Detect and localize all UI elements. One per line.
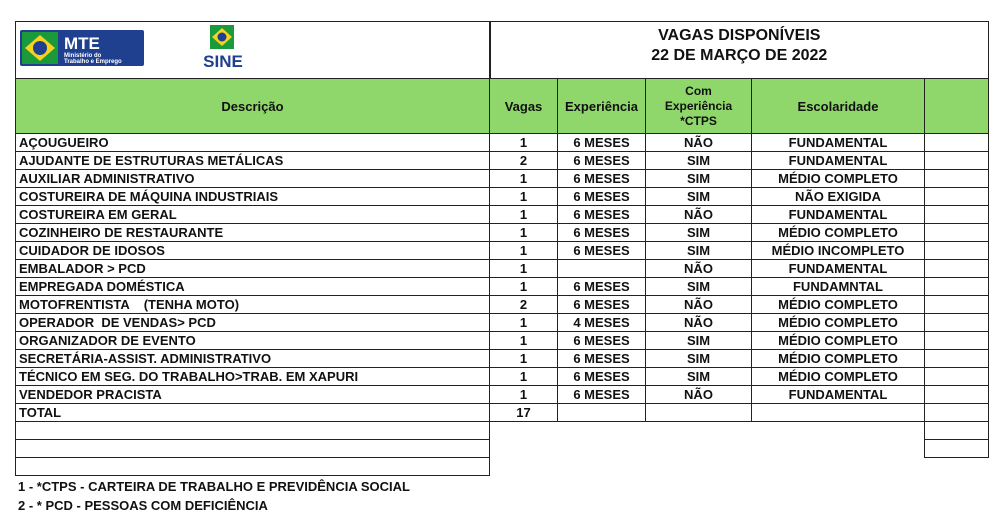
cell-empty — [925, 260, 989, 278]
table-row — [16, 152, 989, 170]
sine-logo — [196, 25, 250, 71]
col-com-exp-line-2: Experiência — [664, 98, 733, 113]
blank-gap — [646, 440, 752, 458]
cell-empty — [925, 206, 989, 224]
cell-com-experiencia: NÃO — [646, 260, 752, 278]
footnote: 1 - *CTPS - CARTEIRA DE TRABALHO E PREVIDÊNCIA SOCIAL — [18, 479, 410, 494]
cell-vagas: 1 — [490, 368, 558, 386]
cell-descricao: ORGANIZADOR DE EVENTO — [16, 332, 490, 350]
footnotes — [18, 477, 410, 515]
cell-descricao: COSTUREIRA DE MÁQUINA INDUSTRIAIS — [16, 188, 490, 206]
blank-gap — [752, 422, 925, 440]
cell-empty — [925, 242, 989, 260]
cell-experiencia: 6 MESES — [558, 296, 646, 314]
col-com-experiencia — [646, 79, 752, 134]
cell-escolaridade: NÃO EXIGIDA — [752, 188, 925, 206]
cell-experiencia: 6 MESES — [558, 224, 646, 242]
cell-experiencia: 6 MESES — [558, 242, 646, 260]
table-row — [16, 134, 989, 152]
cell-descricao: COZINHEIRO DE RESTAURANTE — [16, 224, 490, 242]
cell-com-experiencia: SIM — [646, 152, 752, 170]
cell-com-experiencia: SIM — [646, 242, 752, 260]
total-empty-cell — [558, 404, 646, 422]
cell-vagas: 2 — [490, 296, 558, 314]
sine-text: SINE — [203, 52, 243, 71]
cell-com-experiencia: SIM — [646, 188, 752, 206]
cell-descricao: EMBALADOR > PCD — [16, 260, 490, 278]
cell-escolaridade: MÉDIO COMPLETO — [752, 170, 925, 188]
cell-vagas: 1 — [490, 188, 558, 206]
blank-gap — [558, 440, 646, 458]
cell-empty — [925, 386, 989, 404]
mte-subtitle-2: Trabalho e Emprego — [64, 59, 122, 65]
cell-vagas: 1 — [490, 242, 558, 260]
cell-empty — [925, 332, 989, 350]
cell-escolaridade: FUNDAMENTAL — [752, 152, 925, 170]
cell-descricao: VENDEDOR PRACISTA — [16, 386, 490, 404]
cell-descricao: CUIDADOR DE IDOSOS — [16, 242, 490, 260]
cell-escolaridade: MÉDIO INCOMPLETO — [752, 242, 925, 260]
total-empty-cell — [646, 404, 752, 422]
cell-empty — [925, 350, 989, 368]
table-row — [16, 224, 989, 242]
cell-escolaridade: FUNDAMENTAL — [752, 260, 925, 278]
title-row — [16, 22, 989, 79]
cell-com-experiencia: NÃO — [646, 134, 752, 152]
cell-empty — [925, 278, 989, 296]
col-escolaridade: Escolaridade — [752, 79, 925, 134]
blank-gap — [558, 422, 646, 440]
blank-cell — [16, 422, 490, 440]
total-label: TOTAL — [16, 404, 490, 422]
cell-descricao: TÉCNICO EM SEG. DO TRABALHO>TRAB. EM XAPURI — [16, 368, 490, 386]
cell-experiencia: 6 MESES — [558, 170, 646, 188]
cell-descricao: COSTUREIRA EM GERAL — [16, 206, 490, 224]
table-row — [16, 170, 989, 188]
table-row — [16, 332, 989, 350]
blank-cell — [16, 458, 490, 476]
title-cell — [490, 22, 989, 79]
table-row — [16, 386, 989, 404]
table-row — [16, 242, 989, 260]
table-row — [16, 278, 989, 296]
mte-subtitle-1: Ministério do — [64, 53, 102, 59]
blank-cell — [16, 440, 490, 458]
blank-gap — [490, 440, 558, 458]
col-empty — [925, 79, 989, 134]
cell-descricao: EMPREGADA DOMÉSTICA — [16, 278, 490, 296]
cell-experiencia: 6 MESES — [558, 386, 646, 404]
column-header-row — [16, 79, 989, 134]
blank-gap — [752, 440, 925, 458]
table-row — [16, 314, 989, 332]
cell-escolaridade: FUNDAMNTAL — [752, 278, 925, 296]
cell-experiencia — [558, 260, 646, 278]
cell-com-experiencia: SIM — [646, 278, 752, 296]
cell-empty — [925, 224, 989, 242]
cell-vagas: 1 — [490, 350, 558, 368]
cell-descricao: SECRETÁRIA-ASSIST. ADMINISTRATIVO — [16, 350, 490, 368]
cell-descricao: AÇOUGUEIRO — [16, 134, 490, 152]
cell-experiencia: 6 MESES — [558, 350, 646, 368]
cell-empty — [925, 296, 989, 314]
col-vagas: Vagas — [490, 79, 558, 134]
cell-escolaridade: MÉDIO COMPLETO — [752, 332, 925, 350]
cell-com-experiencia: SIM — [646, 170, 752, 188]
blank-row — [16, 422, 989, 440]
cell-escolaridade: FUNDAMENTAL — [752, 134, 925, 152]
blank-row — [16, 458, 989, 476]
col-com-exp-line-1: Com — [685, 83, 712, 98]
cell-experiencia: 6 MESES — [558, 188, 646, 206]
blank-gap — [925, 458, 989, 476]
cell-descricao: AUXILIAR ADMINISTRATIVO — [16, 170, 490, 188]
cell-experiencia: 6 MESES — [558, 206, 646, 224]
page-date: 22 DE MARÇO DE 2022 — [651, 47, 828, 64]
cell-escolaridade: MÉDIO COMPLETO — [752, 368, 925, 386]
cell-vagas: 1 — [490, 314, 558, 332]
table-row — [16, 260, 989, 278]
vacancy-table — [15, 21, 989, 476]
logo-area — [16, 22, 490, 79]
cell-vagas: 1 — [490, 260, 558, 278]
total-empty-cell — [925, 404, 989, 422]
blank-gap — [490, 458, 558, 476]
cell-descricao: OPERADOR DE VENDAS> PCD — [16, 314, 490, 332]
total-value: 17 — [490, 404, 558, 422]
blank-gap — [646, 458, 752, 476]
blank-cell — [925, 422, 989, 440]
page-title: VAGAS DISPONÍVEIS — [658, 27, 821, 44]
blank-row — [16, 440, 989, 458]
cell-empty — [925, 188, 989, 206]
col-descricao: Descrição — [16, 79, 490, 134]
total-empty-cell — [752, 404, 925, 422]
cell-descricao: AJUDANTE DE ESTRUTURAS METÁLICAS — [16, 152, 490, 170]
cell-com-experiencia: SIM — [646, 350, 752, 368]
cell-vagas: 2 — [490, 152, 558, 170]
cell-escolaridade: MÉDIO COMPLETO — [752, 314, 925, 332]
cell-com-experiencia: NÃO — [646, 314, 752, 332]
table-row — [16, 296, 989, 314]
cell-escolaridade: MÉDIO COMPLETO — [752, 224, 925, 242]
cell-escolaridade: MÉDIO COMPLETO — [752, 350, 925, 368]
table-row — [16, 206, 989, 224]
cell-escolaridade: MÉDIO COMPLETO — [752, 296, 925, 314]
cell-vagas: 1 — [490, 206, 558, 224]
cell-empty — [925, 314, 989, 332]
footnote: 2 - * PCD - PESSOAS COM DEFICIÊNCIA — [18, 498, 268, 513]
mte-logo — [20, 30, 144, 66]
col-experiencia: Experiência — [558, 79, 646, 134]
blank-gap — [752, 458, 925, 476]
cell-com-experiencia: SIM — [646, 332, 752, 350]
blank-cell — [925, 440, 989, 458]
cell-vagas: 1 — [490, 134, 558, 152]
cell-com-experiencia: SIM — [646, 224, 752, 242]
cell-com-experiencia: NÃO — [646, 206, 752, 224]
cell-experiencia: 6 MESES — [558, 278, 646, 296]
cell-vagas: 1 — [490, 170, 558, 188]
cell-empty — [925, 368, 989, 386]
cell-vagas: 1 — [490, 278, 558, 296]
vacancy-sheet — [15, 21, 988, 476]
blank-gap — [558, 458, 646, 476]
col-com-exp-line-3: *CTPS — [680, 113, 717, 128]
table-row — [16, 368, 989, 386]
table-row — [16, 350, 989, 368]
cell-experiencia: 6 MESES — [558, 152, 646, 170]
cell-experiencia: 6 MESES — [558, 368, 646, 386]
cell-experiencia: 4 MESES — [558, 314, 646, 332]
cell-empty — [925, 134, 989, 152]
cell-vagas: 1 — [490, 224, 558, 242]
rows-body — [16, 134, 989, 404]
cell-com-experiencia: NÃO — [646, 386, 752, 404]
cell-escolaridade: FUNDAMENTAL — [752, 386, 925, 404]
mte-text: MTE — [64, 34, 100, 53]
cell-vagas: 1 — [490, 332, 558, 350]
cell-descricao: MOTOFRENTISTA (TENHA MOTO) — [16, 296, 490, 314]
cell-empty — [925, 152, 989, 170]
blank-gap — [646, 422, 752, 440]
cell-vagas: 1 — [490, 386, 558, 404]
cell-com-experiencia: SIM — [646, 368, 752, 386]
cell-empty — [925, 170, 989, 188]
cell-experiencia: 6 MESES — [558, 332, 646, 350]
blank-gap — [490, 422, 558, 440]
table-row — [16, 188, 989, 206]
total-row — [16, 404, 989, 422]
cell-experiencia: 6 MESES — [558, 134, 646, 152]
cell-escolaridade: FUNDAMENTAL — [752, 206, 925, 224]
cell-com-experiencia: NÃO — [646, 296, 752, 314]
